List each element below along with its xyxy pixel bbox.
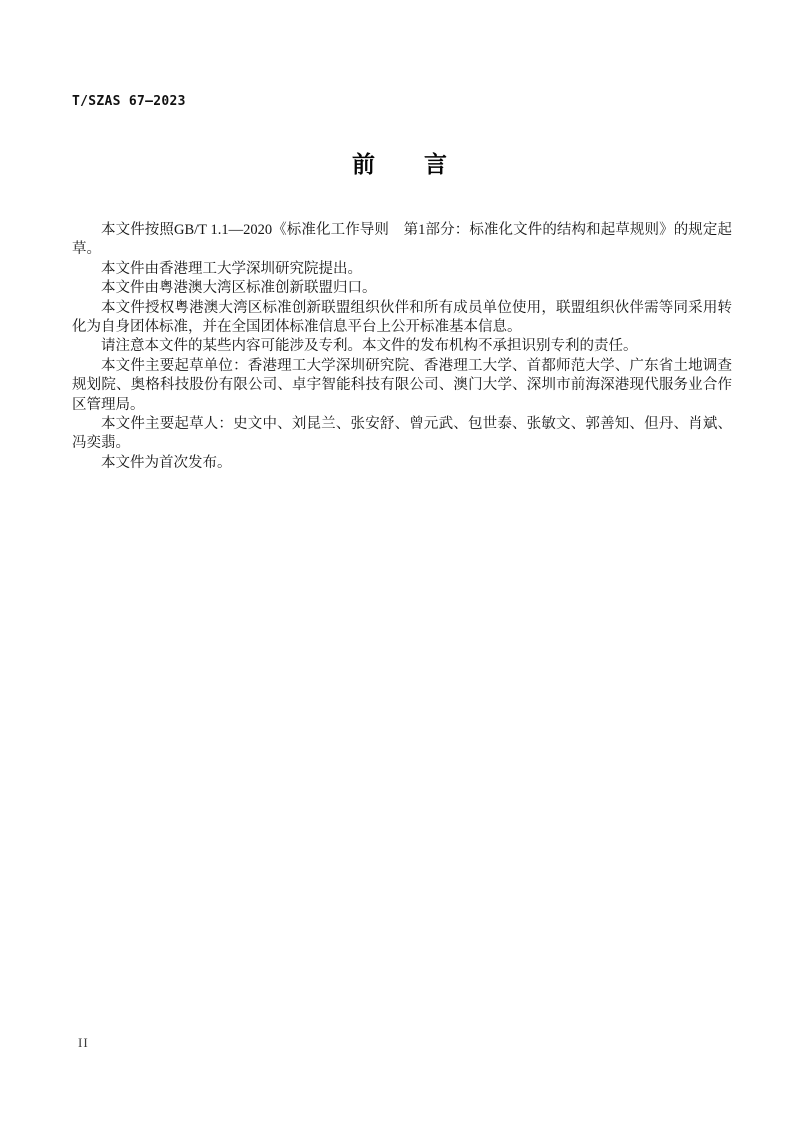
foreword-paragraph: 本文件由香港理工大学深圳研究院提出。 xyxy=(101,260,362,277)
foreword-paragraph: 本文件主要起草单位：香港理工大学深圳研究院、香港理工大学、首都师范大学、广东省土地调查规划院、奥格科技股份有限公司、卓宇智能科技有限公司、澳门大学、深圳市前海深港现代服务业合作区管理局。 xyxy=(72,357,732,413)
foreword-content xyxy=(72,221,732,473)
foreword-paragraph: 请注意本文件的某些内容可能涉及专利。本文件的发布机构不承担识别专利的责任。 xyxy=(101,338,638,355)
page-number: II xyxy=(78,1035,89,1050)
foreword-paragraph: 本文件主要起草人：史文中、刘昆兰、张安舒、曾元武、包世泰、张敏文、郭善知、但丹、肖斌、冯奕翡。 xyxy=(72,416,732,452)
foreword-paragraph: 本文件按照GB/T 1.1—2020《标准化工作导则 第1部分：标准化文件的结构和起草规则》的规定起草。 xyxy=(72,222,732,258)
foreword-paragraph: 本文件由粤港澳大湾区标准创新联盟归口。 xyxy=(101,280,377,297)
foreword-paragraph: 本文件授权粤港澳大湾区标准创新联盟组织伙伴和所有成员单位使用，联盟组织伙伴需等同采用转化为自身团体标准，并在全国团体标准信息平台上公开标准基本信息。 xyxy=(72,299,732,336)
doc-number: T/SZAS 67—2023 xyxy=(72,94,186,109)
foreword-paragraph: 本文件为首次发布。 xyxy=(101,454,232,471)
foreword-title: 前 言 xyxy=(352,151,448,177)
